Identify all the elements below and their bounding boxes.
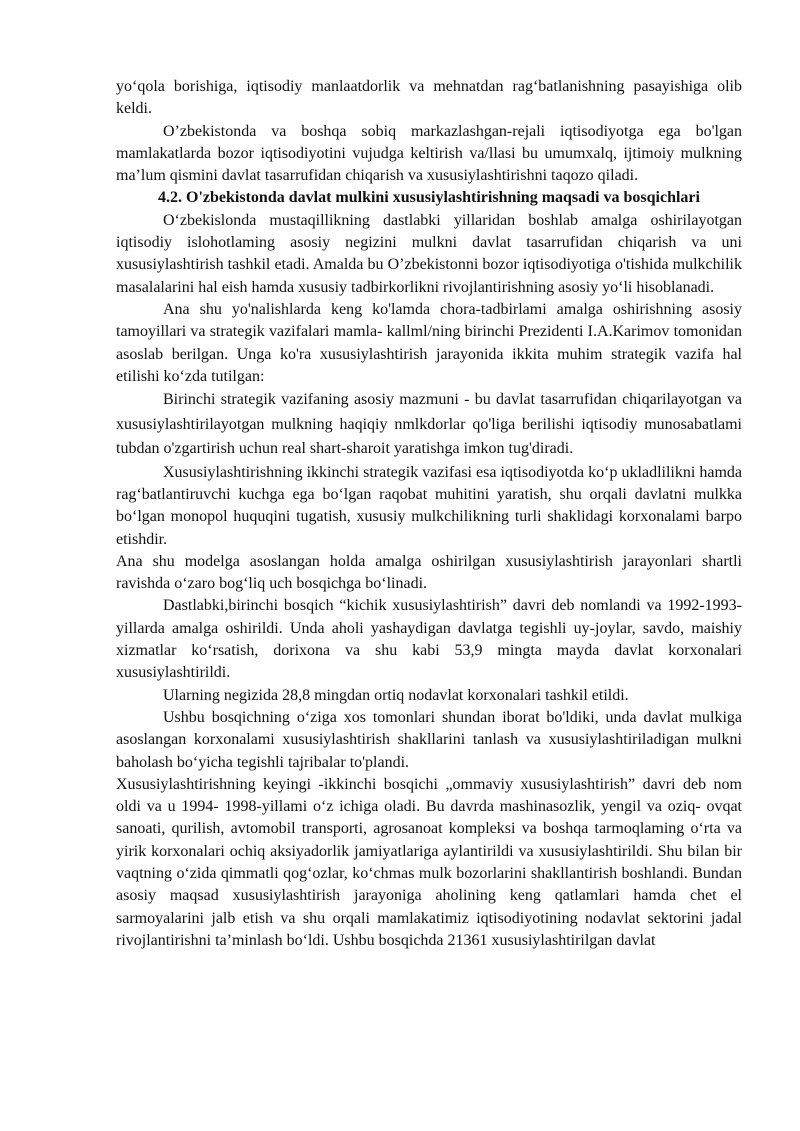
paragraph: Ularning negizida 28,8 mingdan ortiq nodavlat korxonalari tashkil etildi. bbox=[163, 686, 629, 704]
paragraph: Xususiylashtirishning keyingi -ikkinchi bosqichi „ommaviy xususiylashtirish” davri deb nom oldi va u 1994- 1998-yillami o‘z ichiga oladi. Bu davrda mashinasozlik, yengil va oziq- ovqat sanoati, qurilish, avtomobil transporti, agrosanoat kompleksi va boshqa tarmoqlaming o‘rta va yirik korxonalari ochiq aksiyadorlik jamiyatlariga aylantirildi va xususiylashtirildi. Shu bilan bir vaqtning o‘zida qimmatli qog‘ozlar, ko‘chmas mulk bozorlarini shakllantirish boshlandi. Bundan asosiy maqsad xususiylashtirish jarayoniga aholining keng qatlamlari hamda chet el sarmoyalarini jalb etish va shu orqali mamlakatimiz iqtisodiyotining nodavlat sektorini jadal rivojlantirishni ta’minlash bo‘ldi. Ushbu bosqichda 21361 xususiylashtirilgan davlat bbox=[116, 775, 742, 949]
paragraph: Ushbu bosqichning o‘ziga xos tomonlari shundan iborat bo'ldiki, unda davlat mulkiga asoslangan korxonalami xususiylashtirish shakllarini tanlash va xususiylashtiriladigan mulkni baholash bo‘yicha tegishli tajribalar to'plandi. bbox=[116, 708, 742, 771]
paragraph: Dastlabki,birinchi bosqich “kichik xususiylashtirish” davri deb nomlandi va 1992-1993-yillarda amalga oshirildi. Unda aholi yashaydigan davlatga tegishli uy-joylar, savdo, maishiy xizmatlar ko‘rsatish, dorixona va shu kabi 53,9 mingta mayda davlat korxonalari xususiylashtirildi. bbox=[116, 597, 742, 682]
paragraph: Xususiylashtirishning ikkinchi strategik vazifasi esa iqtisodiyotda ko‘p ukladlilikni hamda rag‘batlantiruvchi kuchga ega bo‘lgan raqobat muhitini yaratish, shu orqali davlatni mulkka bo‘lgan monopol huquqini tugatish, xususiy mulkchilikning turli shaklidagi korxonalami barpo etishdir. bbox=[116, 463, 742, 548]
paragraph-continuation: yo‘qola borishiga, iqtisodiy manlaatdorlik va mehnatdan rag‘batlanishning pasayishiga olib keldi. bbox=[116, 78, 742, 118]
paragraph-intro: O’zbekistonda va boshqa sobiq markazlashgan-rejali iqtisodiyotga ega bo'lgan mamlakatlarda bozor iqtisodiyotini vujudga keltirish va/llasi bu umumxalq, ijtimoiy mulkning ma’lum qismini davlat tasarrufidan chiqarish va xususiylashtirishni taqozo qiladi. bbox=[116, 122, 742, 185]
paragraph: Ana shu yo'nalishlarda keng ko'lamda chora-tadbirlami amalga oshirishning asosiy tamoyillari va strategik vazifalari mamla- kallml/ning birinchi Prezidenti I.A.Karimov tomonidan asoslab berilgan. Unga ko'ra xususiylashtirish jarayonida ikkita muhim strategik vazifa hal etilishi ko‘zda tutilgan: bbox=[116, 300, 742, 385]
section-heading: 4.2. O'zbekistonda davlat mulkini xususiylashtirishning maqsadi va bosqichlari bbox=[158, 189, 700, 207]
paragraph: Ana shu modelga asoslangan holda amalga oshirilgan xususiylashtirish jarayonlari shartli ravishda o‘zaro bog‘liq uch bosqichga bo‘linadi. bbox=[116, 552, 742, 593]
paragraph: Birinchi strategik vazifaning asosiy mazmuni - bu davlat tasarrufidan chiqarilayotgan va xususiylashtirilayotgan mulkning haqiqiy nmlkdorlar qo'liga berilishi iqtisodiy munosabatlami tubdan o'zgartirish uchun real shart-sharoit yaratishga imkon tug'diradi. bbox=[116, 391, 742, 458]
paragraph: O‘zbekislonda mustaqillikning dastlabki yillaridan boshlab amalga oshirilayotgan iqtisodiy islohotlaming asosiy negizini mulkni davlat tasarrufidan chiqarish va uni xususiylashtirish tashkil etadi. Amalda bu O’zbekistonni bozor iqtisodiyotiga o'tishida mulkchilik masalalarini hal eish hamda xususiy tadbirkorlikni rivojlantirishning asosiy yo‘li hisoblanadi. bbox=[116, 211, 742, 296]
